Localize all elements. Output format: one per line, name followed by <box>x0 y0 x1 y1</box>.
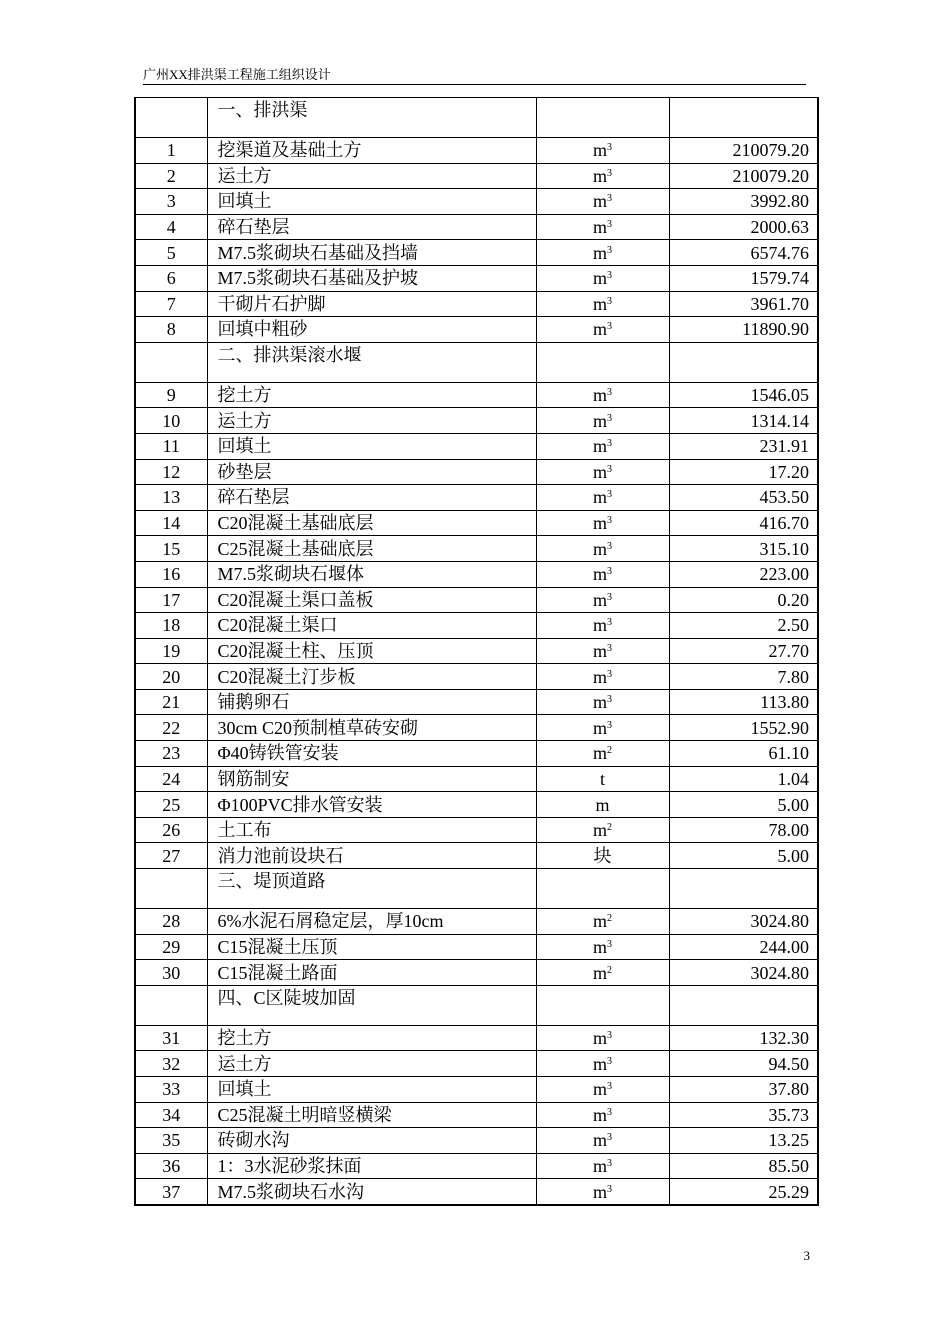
item-number: 1 <box>135 138 207 164</box>
table-row <box>135 214 818 240</box>
table-row <box>135 689 818 715</box>
item-unit: m <box>592 319 607 340</box>
item-number: 9 <box>135 382 207 408</box>
table-row <box>135 1128 818 1154</box>
item-unit-cell <box>536 741 669 767</box>
item-number: 31 <box>135 1025 207 1051</box>
item-unit: m <box>592 191 607 212</box>
item-unit-cell <box>536 792 669 818</box>
unit-exponent: 3 <box>607 321 612 333</box>
item-unit: m <box>592 513 607 534</box>
item-quantity: 210079.20 <box>669 163 818 189</box>
item-name: 回填土 <box>207 189 536 215</box>
item-unit-cell <box>536 1153 669 1179</box>
item-quantity: 3024.80 <box>669 960 818 986</box>
item-unit-cell <box>536 485 669 511</box>
item-unit-cell <box>536 163 669 189</box>
item-quantity: 11890.90 <box>669 317 818 343</box>
unit-exponent: 3 <box>607 515 612 527</box>
unit-exponent: 3 <box>607 244 612 256</box>
item-unit: m <box>592 1130 607 1151</box>
item-unit-cell <box>536 189 669 215</box>
unit-cell <box>536 985 669 1025</box>
item-name: C20混凝土渠口 <box>207 613 536 639</box>
item-unit: m <box>592 242 607 263</box>
item-unit-cell <box>536 433 669 459</box>
item-name: C15混凝土路面 <box>207 960 536 986</box>
item-name: C25混凝土明暗竖横梁 <box>207 1102 536 1128</box>
item-quantity: 6574.76 <box>669 240 818 266</box>
item-unit: m <box>592 936 607 957</box>
item-unit: m <box>592 461 607 482</box>
item-unit-cell <box>536 291 669 317</box>
item-unit: m <box>592 564 607 585</box>
item-name: 砖砌水沟 <box>207 1128 536 1154</box>
item-number: 37 <box>135 1179 207 1205</box>
item-number: 36 <box>135 1153 207 1179</box>
item-number: 16 <box>135 561 207 587</box>
table-row <box>135 536 818 562</box>
item-unit-cell <box>536 715 669 741</box>
item-quantity: 27.70 <box>669 638 818 664</box>
item-unit-cell <box>536 214 669 240</box>
item-number: 20 <box>135 664 207 690</box>
table-row <box>135 1051 818 1077</box>
item-number: 33 <box>135 1077 207 1103</box>
section-title: 三、堤顶道路 <box>207 869 536 909</box>
item-quantity: 5.00 <box>669 792 818 818</box>
item-unit-cell <box>536 664 669 690</box>
item-quantity: 2000.63 <box>669 214 818 240</box>
unit-exponent: 3 <box>607 1055 612 1067</box>
item-number: 2 <box>135 163 207 189</box>
item-unit-cell <box>536 265 669 291</box>
item-name: 土工布 <box>207 817 536 843</box>
item-name: C20混凝土柱、压顶 <box>207 638 536 664</box>
item-number: 28 <box>135 909 207 935</box>
section-row <box>135 342 818 382</box>
section-title: 四、C区陡坡加固 <box>207 985 536 1025</box>
item-unit-cell <box>536 317 669 343</box>
quantity-cell <box>669 869 818 909</box>
item-number: 18 <box>135 613 207 639</box>
item-unit: m <box>592 1181 607 1202</box>
item-quantity: 61.10 <box>669 741 818 767</box>
item-name: 运土方 <box>207 408 536 434</box>
table-row <box>135 1077 818 1103</box>
item-number: 3 <box>135 189 207 215</box>
item-name: 回填中粗砂 <box>207 317 536 343</box>
item-name: 回填土 <box>207 1077 536 1103</box>
item-unit-cell <box>536 909 669 935</box>
unit-exponent: 2 <box>607 913 612 925</box>
item-unit-cell <box>536 817 669 843</box>
item-number: 8 <box>135 317 207 343</box>
table-row <box>135 843 818 869</box>
item-number: 17 <box>135 587 207 613</box>
item-number: 35 <box>135 1128 207 1154</box>
item-unit: m <box>592 1053 607 1074</box>
item-unit: m <box>592 743 607 764</box>
unit-exponent: 3 <box>607 438 612 450</box>
item-unit-cell <box>536 843 669 869</box>
item-name: 消力池前设块石 <box>207 843 536 869</box>
table-row <box>135 265 818 291</box>
item-unit-cell <box>536 138 669 164</box>
item-unit-cell <box>536 1051 669 1077</box>
item-name: 1：3水泥砂浆抹面 <box>207 1153 536 1179</box>
item-unit: m <box>592 962 607 983</box>
item-quantity: 231.91 <box>669 433 818 459</box>
item-number: 26 <box>135 817 207 843</box>
item-unit-cell <box>536 510 669 536</box>
item-quantity: 2.50 <box>669 613 818 639</box>
item-name: 挖渠道及基础土方 <box>207 138 536 164</box>
item-quantity: 1314.14 <box>669 408 818 434</box>
item-unit: m <box>592 293 607 314</box>
table-row <box>135 561 818 587</box>
table-row <box>135 317 818 343</box>
no-cell <box>135 869 207 909</box>
item-unit: m <box>592 538 607 559</box>
quantity-cell <box>669 98 818 138</box>
unit-exponent: 3 <box>607 591 612 603</box>
item-unit: m <box>592 911 607 932</box>
item-quantity: 78.00 <box>669 817 818 843</box>
item-name: 干砌片石护脚 <box>207 291 536 317</box>
unit-exponent: 3 <box>607 540 612 552</box>
unit-exponent: 3 <box>607 219 612 231</box>
item-unit-cell <box>536 536 669 562</box>
item-unit: m <box>592 1028 607 1049</box>
unit-exponent: 3 <box>607 642 612 654</box>
item-name: C20混凝土基础底层 <box>207 510 536 536</box>
page-number: 3 <box>803 1248 810 1263</box>
quantity-cell <box>669 342 818 382</box>
section-row <box>135 98 818 138</box>
table-row <box>135 1025 818 1051</box>
item-number: 32 <box>135 1051 207 1077</box>
item-name: 6%水泥石屑稳定层，厚10cm <box>207 909 536 935</box>
item-unit: m <box>592 436 607 457</box>
item-unit-cell <box>536 689 669 715</box>
section-title: 二、排洪渠滚水堰 <box>207 342 536 382</box>
item-unit-cell <box>536 587 669 613</box>
item-name: 碎石垫层 <box>207 214 536 240</box>
table-row <box>135 382 818 408</box>
item-quantity: 223.00 <box>669 561 818 587</box>
table-row <box>135 485 818 511</box>
item-unit: m <box>592 1104 607 1125</box>
unit-exponent: 3 <box>607 412 612 424</box>
unit-cell <box>536 342 669 382</box>
item-unit: m <box>592 820 607 841</box>
unit-cell <box>536 98 669 138</box>
item-unit: m <box>592 385 607 406</box>
item-unit: t <box>599 768 605 789</box>
item-unit-cell <box>536 459 669 485</box>
table-row <box>135 240 818 266</box>
table-row <box>135 408 818 434</box>
item-unit-cell <box>536 1128 669 1154</box>
item-unit: 块 <box>593 845 612 866</box>
item-unit-cell <box>536 240 669 266</box>
table-row <box>135 1179 818 1205</box>
item-unit-cell <box>536 1102 669 1128</box>
quantity-cell <box>669 985 818 1025</box>
item-name: 钢筋制安 <box>207 766 536 792</box>
item-number: 6 <box>135 265 207 291</box>
no-cell <box>135 342 207 382</box>
item-number: 21 <box>135 689 207 715</box>
item-name: 挖土方 <box>207 382 536 408</box>
unit-exponent: 2 <box>607 822 612 834</box>
item-unit: m <box>592 666 607 687</box>
item-number: 23 <box>135 741 207 767</box>
item-quantity: 0.20 <box>669 587 818 613</box>
item-unit: m <box>592 1079 607 1100</box>
item-unit: m <box>592 217 607 238</box>
item-quantity: 94.50 <box>669 1051 818 1077</box>
unit-exponent: 3 <box>607 938 612 950</box>
table-row <box>135 433 818 459</box>
item-name: 运土方 <box>207 1051 536 1077</box>
item-name: 砂垫层 <box>207 459 536 485</box>
section-title: 一、排洪渠 <box>207 98 536 138</box>
item-number: 27 <box>135 843 207 869</box>
item-quantity: 132.30 <box>669 1025 818 1051</box>
unit-exponent: 3 <box>607 1183 612 1195</box>
item-name: Φ40铸铁管安装 <box>207 741 536 767</box>
unit-exponent: 3 <box>607 566 612 578</box>
item-quantity: 17.20 <box>669 459 818 485</box>
unit-exponent: 3 <box>607 463 612 475</box>
table-row <box>135 1102 818 1128</box>
table-row <box>135 138 818 164</box>
unit-exponent: 3 <box>607 1030 612 1042</box>
item-quantity: 13.25 <box>669 1128 818 1154</box>
table-row <box>135 817 818 843</box>
item-quantity: 1552.90 <box>669 715 818 741</box>
unit-exponent: 2 <box>607 964 612 976</box>
item-quantity: 25.29 <box>669 1179 818 1205</box>
item-unit-cell <box>536 613 669 639</box>
item-name: 铺鹅卵石 <box>207 689 536 715</box>
item-number: 10 <box>135 408 207 434</box>
item-unit: m <box>592 268 607 289</box>
table-row <box>135 510 818 536</box>
item-unit: m <box>592 615 607 636</box>
item-number: 14 <box>135 510 207 536</box>
item-unit-cell <box>536 1077 669 1103</box>
item-unit-cell <box>536 766 669 792</box>
item-quantity: 416.70 <box>669 510 818 536</box>
item-name: C20混凝土汀步板 <box>207 664 536 690</box>
item-name: 30cm C20预制植草砖安砌 <box>207 715 536 741</box>
item-quantity: 3961.70 <box>669 291 818 317</box>
item-number: 29 <box>135 934 207 960</box>
table-row <box>135 189 818 215</box>
item-unit-cell <box>536 1025 669 1051</box>
item-number: 12 <box>135 459 207 485</box>
item-quantity: 37.80 <box>669 1077 818 1103</box>
item-quantity: 7.80 <box>669 664 818 690</box>
item-unit: m <box>592 410 607 431</box>
item-number: 5 <box>135 240 207 266</box>
unit-exponent: 3 <box>607 1158 612 1170</box>
unit-exponent: 3 <box>607 387 612 399</box>
table-row <box>135 960 818 986</box>
section-row <box>135 985 818 1025</box>
item-quantity: 85.50 <box>669 1153 818 1179</box>
table-row <box>135 163 818 189</box>
item-unit: m <box>592 640 607 661</box>
unit-exponent: 3 <box>607 1081 612 1093</box>
item-quantity: 1546.05 <box>669 382 818 408</box>
item-number: 22 <box>135 715 207 741</box>
item-unit: m <box>592 165 607 186</box>
item-unit-cell <box>536 408 669 434</box>
item-unit: m <box>595 794 610 815</box>
unit-exponent: 3 <box>607 668 612 680</box>
unit-exponent: 3 <box>607 617 612 629</box>
item-unit-cell <box>536 960 669 986</box>
table-row <box>135 664 818 690</box>
unit-exponent: 3 <box>607 1106 612 1118</box>
table-row <box>135 934 818 960</box>
item-unit-cell <box>536 382 669 408</box>
item-number: 25 <box>135 792 207 818</box>
item-number: 15 <box>135 536 207 562</box>
item-name: 回填土 <box>207 433 536 459</box>
item-name: C20混凝土渠口盖板 <box>207 587 536 613</box>
unit-exponent: 3 <box>607 142 612 154</box>
item-quantity: 210079.20 <box>669 138 818 164</box>
item-unit: m <box>592 589 607 610</box>
item-unit-cell <box>536 1179 669 1205</box>
item-name: Φ100PVC排水管安装 <box>207 792 536 818</box>
no-cell <box>135 98 207 138</box>
section-row <box>135 869 818 909</box>
item-unit-cell <box>536 638 669 664</box>
item-number: 34 <box>135 1102 207 1128</box>
item-quantity: 113.80 <box>669 689 818 715</box>
table-row <box>135 741 818 767</box>
table-row <box>135 613 818 639</box>
table-row <box>135 587 818 613</box>
no-cell <box>135 985 207 1025</box>
item-quantity: 3024.80 <box>669 909 818 935</box>
table-row <box>135 1153 818 1179</box>
item-unit: m <box>592 140 607 161</box>
unit-exponent: 3 <box>607 694 612 706</box>
item-unit: m <box>592 487 607 508</box>
item-quantity: 244.00 <box>669 934 818 960</box>
item-unit: m <box>592 717 607 738</box>
item-number: 19 <box>135 638 207 664</box>
item-number: 4 <box>135 214 207 240</box>
item-quantity: 35.73 <box>669 1102 818 1128</box>
item-quantity: 315.10 <box>669 536 818 562</box>
unit-exponent: 3 <box>607 193 612 205</box>
item-unit-cell <box>536 561 669 587</box>
item-unit: m <box>592 1156 607 1177</box>
quantity-table <box>134 97 819 1206</box>
item-name: M7.5浆砌块石堰体 <box>207 561 536 587</box>
table-row <box>135 792 818 818</box>
item-quantity: 1.04 <box>669 766 818 792</box>
item-number: 7 <box>135 291 207 317</box>
item-name: M7.5浆砌块石基础及护坡 <box>207 265 536 291</box>
item-number: 24 <box>135 766 207 792</box>
item-quantity: 1579.74 <box>669 265 818 291</box>
item-name: M7.5浆砌块石水沟 <box>207 1179 536 1205</box>
item-name: 碎石垫层 <box>207 485 536 511</box>
item-name: M7.5浆砌块石基础及挡墙 <box>207 240 536 266</box>
unit-cell <box>536 869 669 909</box>
item-name: C25混凝土基础底层 <box>207 536 536 562</box>
item-quantity: 453.50 <box>669 485 818 511</box>
unit-exponent: 3 <box>607 489 612 501</box>
item-quantity: 5.00 <box>669 843 818 869</box>
item-name: 挖土方 <box>207 1025 536 1051</box>
item-name: C15混凝土压顶 <box>207 934 536 960</box>
item-unit-cell <box>536 934 669 960</box>
table-row <box>135 638 818 664</box>
item-number: 13 <box>135 485 207 511</box>
table-row <box>135 766 818 792</box>
unit-exponent: 3 <box>607 167 612 179</box>
item-number: 11 <box>135 433 207 459</box>
page-header: 广州XX排洪渠工程施工组织设计 <box>143 66 806 85</box>
item-number: 30 <box>135 960 207 986</box>
unit-exponent: 3 <box>607 270 612 282</box>
table-row <box>135 291 818 317</box>
unit-exponent: 3 <box>607 295 612 307</box>
table-row <box>135 715 818 741</box>
item-name: 运土方 <box>207 163 536 189</box>
item-unit: m <box>592 692 607 713</box>
unit-exponent: 2 <box>607 745 612 757</box>
table-row <box>135 909 818 935</box>
unit-exponent: 3 <box>607 719 612 731</box>
unit-exponent: 3 <box>607 1132 612 1144</box>
table-row <box>135 459 818 485</box>
item-quantity: 3992.80 <box>669 189 818 215</box>
